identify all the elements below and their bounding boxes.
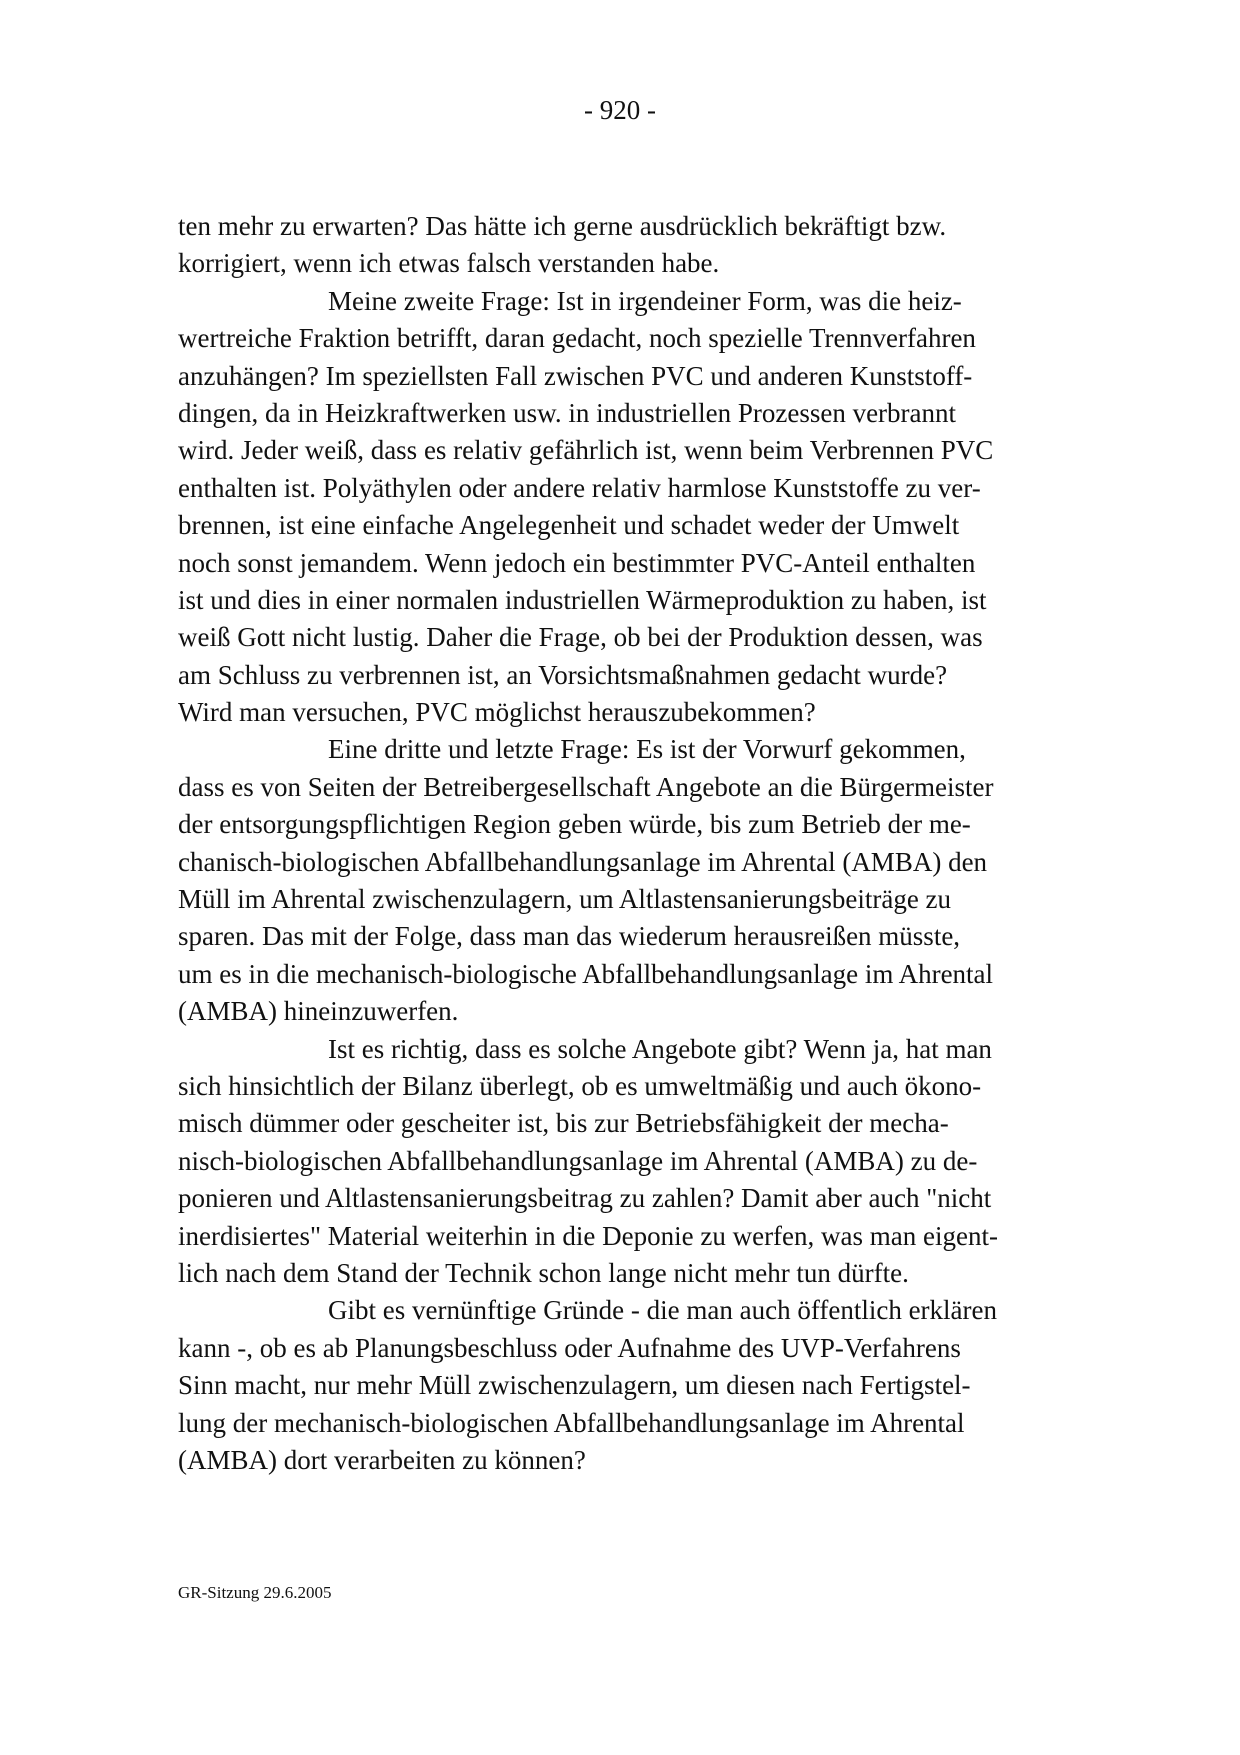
text-line: sparen. Das mit der Folge, dass man das wiederum herausreißen müsste, — [178, 921, 961, 952]
text-line: wertreiche Fraktion betrifft, daran gedacht, noch spezielle Trennverfahren — [178, 323, 976, 354]
text-line: der entsorgungspflichtigen Region geben würde, bis zum Betrieb der me- — [178, 809, 971, 840]
text-line: brennen, ist eine einfache Angelegenheit und schadet weder der Umwelt — [178, 510, 960, 541]
text-line: Müll im Ahrental zwischenzulagern, um Altlastensanierungsbeiträge zu — [178, 884, 952, 915]
text-line: Sinn macht, nur mehr Müll zwischenzulagern, um diesen nach Fertigstel- — [178, 1370, 971, 1401]
text-line: misch dümmer oder gescheiter ist, bis zur Betriebsfähigkeit der mecha- — [178, 1108, 949, 1139]
text-line: (AMBA) hineinzuwerfen. — [178, 996, 459, 1027]
text-line: noch sonst jemandem. Wenn jedoch ein bestimmter PVC-Anteil enthalten — [178, 547, 976, 578]
text-line: sich hinsichtlich der Bilanz überlegt, ob es umweltmäßig und auch ökono- — [178, 1070, 982, 1101]
body-text — [178, 208, 1068, 1479]
paragraph-first-line: Meine zweite Frage: Ist in irgendeiner Form, was die heiz- — [328, 285, 962, 316]
text-line: korrigiert, wenn ich etwas falsch verstanden habe. — [178, 248, 720, 279]
text-line: chanisch-biologischen Abfallbehandlungsanlage im Ahrental (AMBA) den — [178, 846, 988, 877]
text-line: dass es von Seiten der Betreibergesellschaft Angebote an die Bürgermeister — [178, 771, 994, 802]
text-line: dingen, da in Heizkraftwerken usw. in industriellen Prozessen verbrannt — [178, 397, 957, 428]
page-number: - 920 - — [584, 95, 656, 125]
text-line: wird. Jeder weiß, dass es relativ gefährlich ist, wenn beim Verbrennen PVC — [178, 435, 994, 466]
text-line: kann -, ob es ab Planungsbeschluss oder Aufnahme des UVP-Verfahrens — [178, 1332, 961, 1363]
text-line: ten mehr zu erwarten? Das hätte ich gerne ausdrücklich bekräftigt bzw. — [178, 211, 947, 241]
text-line: inerdisiertes" Material weiterhin in die Deponie zu werfen, was man eigent- — [178, 1220, 998, 1251]
text-line: (AMBA) dort verarbeiten zu können? — [178, 1444, 586, 1475]
text-line: enthalten ist. Polyäthylen oder andere relativ harmlose Kunststoffe zu ver- — [178, 472, 981, 503]
page-footer: GR-Sitzung 29.6.2005 — [178, 1583, 332, 1602]
text-line: nisch-biologischen Abfallbehandlungsanlage im Ahrental (AMBA) zu de- — [178, 1145, 978, 1176]
text-line: lich nach dem Stand der Technik schon lange nicht mehr tun dürfte. — [178, 1257, 909, 1288]
text-line: lung der mechanisch-biologischen Abfallbehandlungsanlage im Ahrental — [178, 1407, 965, 1438]
paragraph-first-line: Eine dritte und letzte Frage: Es ist der Vorwurf gekommen, — [328, 734, 966, 765]
paragraph-first-line: Ist es richtig, dass es solche Angebote gibt? Wenn ja, hat man — [328, 1033, 992, 1064]
text-line: weiß Gott nicht lustig. Daher die Frage, ob bei der Produktion dessen, was — [178, 622, 983, 653]
paragraph-first-line: Gibt es vernünftige Gründe - die man auch öffentlich erklären — [328, 1295, 998, 1326]
text-line: Wird man versuchen, PVC möglichst herauszubekommen? — [178, 697, 816, 728]
text-line: um es in die mechanisch-biologische Abfallbehandlungsanlage im Ahrental — [178, 958, 994, 989]
text-line: ponieren und Altlastensanierungsbeitrag zu zahlen? Damit aber auch "nicht — [178, 1183, 992, 1214]
text-line: ist und dies in einer normalen industriellen Wärmeproduktion zu haben, ist — [178, 584, 987, 615]
text-line: am Schluss zu verbrennen ist, an Vorsichtsmaßnahmen gedacht wurde? — [178, 659, 948, 690]
text-line: anzuhängen? Im speziellsten Fall zwischen PVC und anderen Kunststoff- — [178, 360, 973, 391]
